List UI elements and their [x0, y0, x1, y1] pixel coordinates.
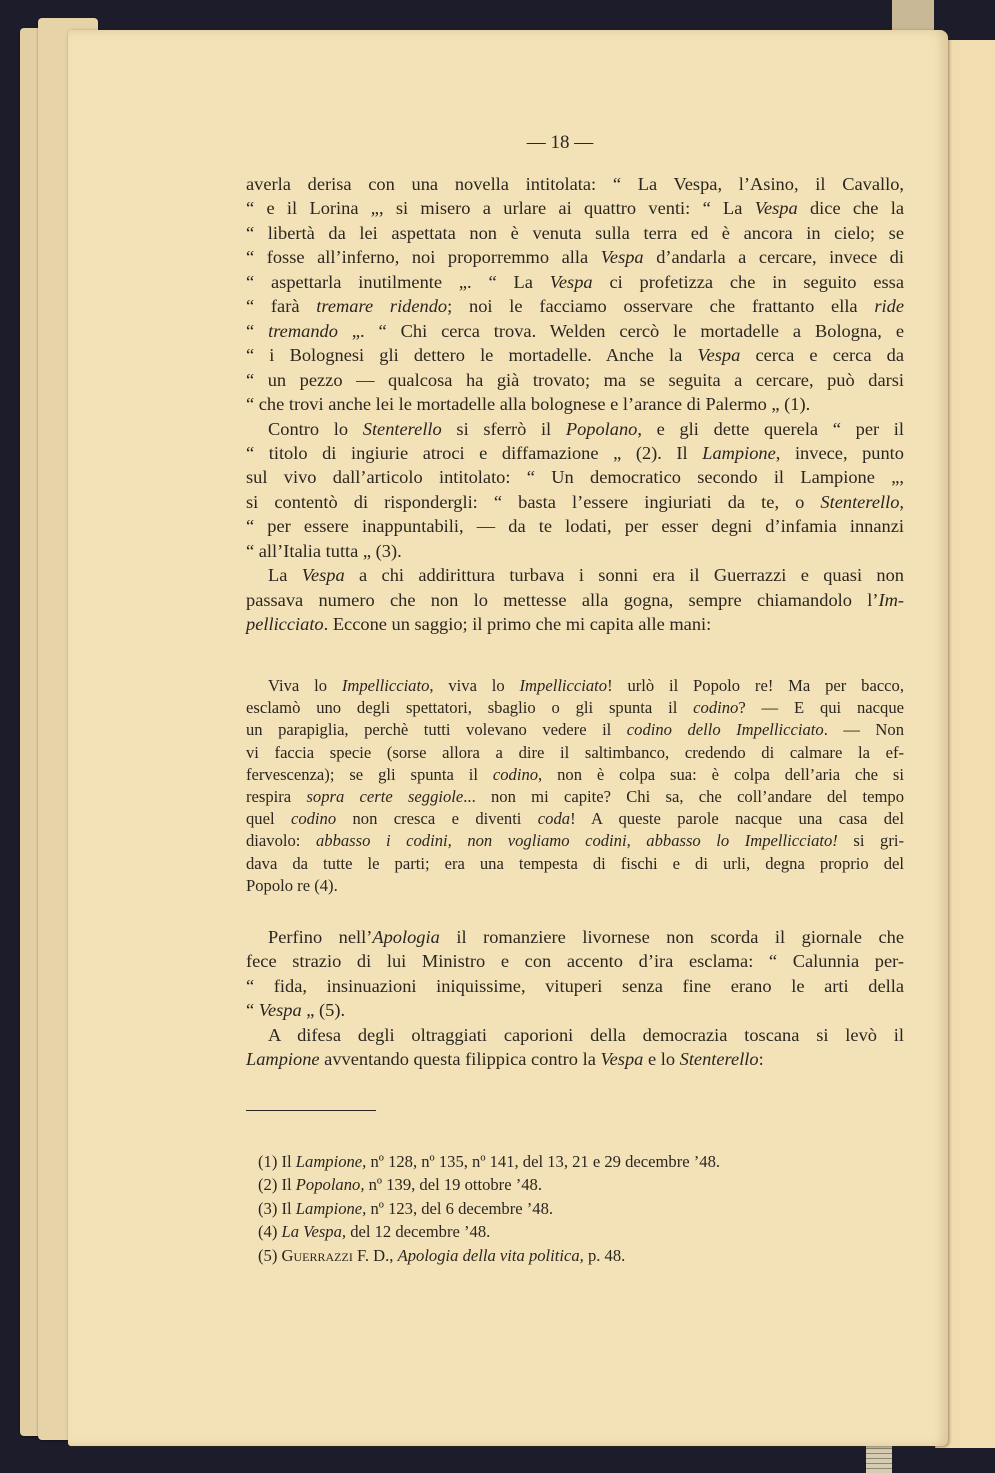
text-line: respira sopra certe seggiole... non mi capite? Chi sa, che coll’andare del tempo: [246, 787, 905, 807]
text-line: esclamò uno degli spettatori, sbaglio o gli spunta il codino? — E qui nacque: [246, 698, 904, 718]
italic-run: Vespa: [549, 271, 593, 292]
italic-run: Impellicciato: [519, 676, 608, 695]
text-line: “ fosse all’inferno, noi proporremmo alla Vespa d’andarla a cercare, invece di: [246, 247, 904, 268]
page-number: — 18 —: [526, 132, 594, 153]
body-text-bottom: [246, 925, 904, 1072]
text-line: “ farà tremare ridendo; noi le facciamo osservare che frattanto ella ride: [246, 296, 904, 317]
italic-run: pellicciato: [246, 614, 324, 635]
italic-run: Vespa: [600, 247, 644, 268]
italic-run: codino dello Impellicciato: [626, 720, 824, 740]
italic-run: Lampione,: [295, 1198, 367, 1218]
footnote: (3) Il Lampione, nº 123, del 6 decembre ’48.: [258, 1198, 554, 1218]
text-line: “ Vespa „ (5).: [246, 1000, 346, 1021]
text-line: “ tremando „. “ Chi cerca trova. Welden cercò le mortadelle a Bologna, e: [246, 320, 904, 341]
text-line: Perfino nell’Apologia il romanziere livornese non scorda il giornale che: [268, 927, 904, 947]
italic-run: La Vespa,: [281, 1222, 347, 1242]
italic-run: Stenterello: [679, 1049, 759, 1070]
text-line: “ fida, insinuazioni iniquissime, vituperi senza fine erano le arti della: [246, 975, 904, 996]
italic-run: Vespa: [754, 198, 798, 219]
text-line: fervescenza); se gli spunta il codino, non è colpa sua: è colpa dell’aria che si: [246, 764, 904, 784]
text-line: diavolo: abbasso i codini, non vogliamo codini, abbasso lo Impellicciato! si gri-: [246, 831, 904, 851]
italic-run: Vespa: [697, 345, 741, 366]
block-quote: [246, 675, 904, 897]
text-line: “ titolo di ingiurie atroci e diffamazione „ (2). Il Lampione, invece, punto: [246, 442, 904, 463]
text-line: si contentò di rispondergli: “ basta l’essere ingiuriati da te, o Stenterello,: [246, 491, 904, 512]
italic-run: Stenterello,: [820, 491, 904, 512]
footnote: (5) Guerrazzi F. D., Apologia della vita politica, p. 48.: [258, 1245, 626, 1265]
italic-run: Impellicciato: [341, 676, 430, 695]
italic-run: Im-: [878, 589, 904, 610]
text-line: dava da tutte le parti; era una tempesta di fischi e di urli, degna proprio del: [246, 853, 904, 873]
text-line: quel codino non cresca e diventi coda! A queste parole nacque una casa del: [246, 809, 904, 829]
footnote: (4) La Vespa, del 12 decembre ’48.: [258, 1222, 491, 1242]
italic-run: Apologia: [372, 927, 440, 947]
text-line: Contro lo Stenterello si sferrò il Popolano, e gli dette querela “ per il: [268, 418, 904, 439]
text-line: “ libertà da lei aspettata non è venuta sulla terra ed è ancora in cielo; se: [246, 222, 904, 243]
footnotes: [258, 1150, 898, 1267]
italic-run: codino: [693, 698, 739, 718]
text-line: “ i Bolognesi gli dettero le mortadelle. Anche la Vespa cerca e cerca da: [246, 345, 904, 366]
italic-run: tremare ridendo: [316, 296, 448, 317]
text-line: “ un pezzo — qualcosa ha già trovato; ma se seguita a cercare, può darsi: [246, 369, 904, 390]
bookmark-ribbon: [866, 1445, 892, 1473]
text-line: sul vivo dall’articolo intitolato: “ Un democratico secondo il Lampione „,: [246, 467, 904, 488]
italic-run: Popolano: [565, 418, 638, 439]
italic-run: Apologia della vita politica,: [397, 1245, 584, 1265]
text-line: “ all’Italia tutta „ (3).: [246, 540, 402, 561]
footnote-separator: [246, 1110, 376, 1111]
italic-run: Lampione: [702, 442, 776, 463]
italic-run: abbasso i codini, non vogliamo codini, abbasso lo Impellicciato!: [315, 831, 838, 851]
text-line: Lampione avventando questa filippica contro la Vespa e lo Stenterello:: [246, 1049, 764, 1070]
italic-run: tremando: [268, 320, 338, 341]
text-line: Viva lo Impellicciato, viva lo Impellicciato! urlò il Popolo re! Ma per bacco,: [268, 676, 904, 695]
footnote: (2) Il Popolano, nº 139, del 19 ottobre ’48.: [258, 1175, 542, 1195]
italic-run: ride: [874, 296, 904, 317]
italic-run: codino: [492, 764, 539, 784]
text-line: vi faccia specie (sorse allora a dire il saltimbanco, credendo di calmare la ef-: [246, 742, 904, 762]
text-line: “ che trovi anche lei le mortadelle alla bolognese e l’arance di Palermo „ (1).: [246, 394, 811, 415]
italic-run: codino: [290, 809, 337, 829]
text-line: A difesa degli oltraggiati caporioni della democrazia toscana si levò il: [268, 1024, 904, 1045]
italic-run: Lampione: [246, 1049, 320, 1070]
body-text-top: [246, 172, 904, 637]
text-line: averla derisa con una novella intitolata: “ La Vespa, l’Asino, il Cavallo,: [246, 174, 904, 194]
italic-run: Vespa: [600, 1049, 644, 1070]
footnote: (1) Il Lampione, nº 128, nº 135, nº 141, del 13, 21 e 29 decembre ’48.: [258, 1152, 721, 1171]
text-line: La Vespa a chi addirittura turbava i sonni era il Guerrazzi e quasi non: [268, 565, 905, 586]
italic-run: Lampione,: [295, 1152, 367, 1171]
text-line: “ per essere inappuntabili, — da te lodati, per esser degni d’infamia innanzi: [246, 516, 904, 537]
text-line: fece strazio di lui Ministro e con accento d’ira esclama: “ Calunnia per-: [246, 951, 904, 972]
italic-run: Vespa: [301, 565, 345, 586]
text-line: “ e il Lorina „, si misero a urlare ai quattro venti: “ La Vespa dice che la: [246, 198, 905, 219]
italic-run: Popolano,: [295, 1175, 365, 1195]
text-line: “ aspettarla inutilmente „. “ La Vespa ci profetizza che in seguito essa: [246, 271, 904, 292]
text-line: pellicciato. Eccone un saggio; il primo che mi capita alle mani:: [246, 614, 712, 635]
italic-run: Vespa: [258, 1000, 302, 1021]
text-line: passava numero che non lo mettesse alla gogna, sempre chiamandolo l’Im-: [246, 589, 904, 610]
text-line: un parapiglia, perchè tutti volevano vedere il codino dello Impellicciato. — Non: [246, 720, 905, 740]
italic-run: Stenterello: [362, 418, 442, 439]
italic-run: coda: [537, 809, 571, 829]
text-line: Popolo re (4).: [246, 875, 338, 895]
author-name: Guerrazzi: [281, 1245, 353, 1265]
italic-run: sopra certe seggiole: [306, 787, 464, 807]
